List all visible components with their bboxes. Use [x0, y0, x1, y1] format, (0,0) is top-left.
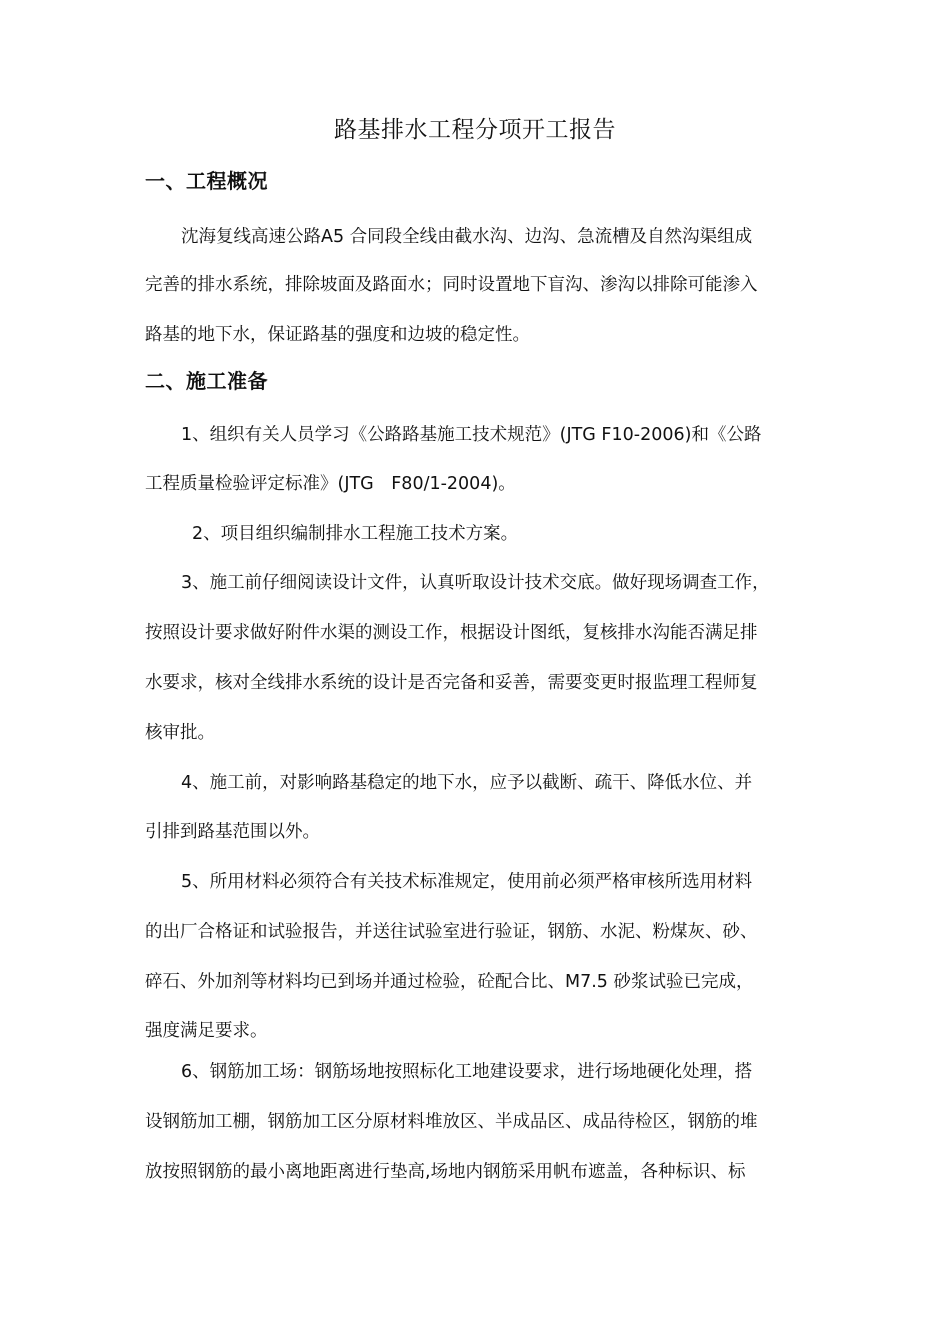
paragraph-line: 3、施工前仔细阅读设计文件，认真听取设计技术交底。做好现场调查工作， — [181, 573, 770, 593]
paragraph-line: 的出厂合格证和试验报告，并送往试验室进行验证，钢筋、水泥、粉煤灰、砂、 — [145, 922, 758, 942]
paragraph-line: 1、组织有关人员学习《公路路基施工技术规范》(JTG F10-2006)和《公路 — [181, 425, 762, 445]
paragraph-line: 2、项目组织编制排水工程施工技术方案。 — [192, 524, 519, 544]
section-heading-overview: 一、工程概况 — [145, 169, 268, 193]
paragraph-line: 核审批。 — [145, 723, 215, 743]
paragraph-line: 5、所用材料必须符合有关技术标准规定，使用前必须严格审核所选用材料 — [181, 872, 753, 892]
paragraph-line: 强度满足要求。 — [145, 1021, 268, 1041]
paragraph-line: 引排到路基范围以外。 — [145, 822, 320, 842]
paragraph-line: 水要求，核对全线排水系统的设计是否完备和妥善，需要变更时报监理工程师复 — [145, 673, 758, 693]
document-title: 路基排水工程分项开工报告 — [334, 117, 616, 143]
paragraph-line: 放按照钢筋的最小离地距离进行垫高,场地内钢筋采用帆布遮盖，各种标识、标 — [145, 1162, 746, 1182]
paragraph-line: 按照设计要求做好附件水渠的测设工作，根据设计图纸，复核排水沟能否满足排 — [145, 623, 758, 643]
paragraph-line: 4、施工前，对影响路基稳定的地下水，应予以截断、疏干、降低水位、并 — [181, 773, 753, 793]
paragraph-line: 工程质量检验评定标准》(JTG F80/1-2004)。 — [145, 474, 516, 494]
paragraph-line: 完善的排水系统，排除坡面及路面水；同时设置地下盲沟、渗沟以排除可能渗入 — [145, 275, 758, 295]
paragraph-line: 路基的地下水，保证路基的强度和边坡的稳定性。 — [145, 325, 530, 345]
paragraph-line: 沈海复线高速公路A5 合同段全线由截水沟、边沟、急流槽及自然沟渠组成 — [181, 227, 753, 247]
paragraph-line: 碎石、外加剂等材料均已到场并通过检验，砼配合比、M7.5 砂浆试验已完成， — [145, 972, 754, 992]
paragraph-line: 6、钢筋加工场：钢筋场地按照标化工地建设要求，进行场地硬化处理，搭 — [181, 1062, 753, 1082]
section-heading-preparation: 二、施工准备 — [145, 369, 268, 393]
paragraph-line: 设钢筋加工棚，钢筋加工区分原材料堆放区、半成品区、成品待检区，钢筋的堆 — [145, 1112, 758, 1132]
